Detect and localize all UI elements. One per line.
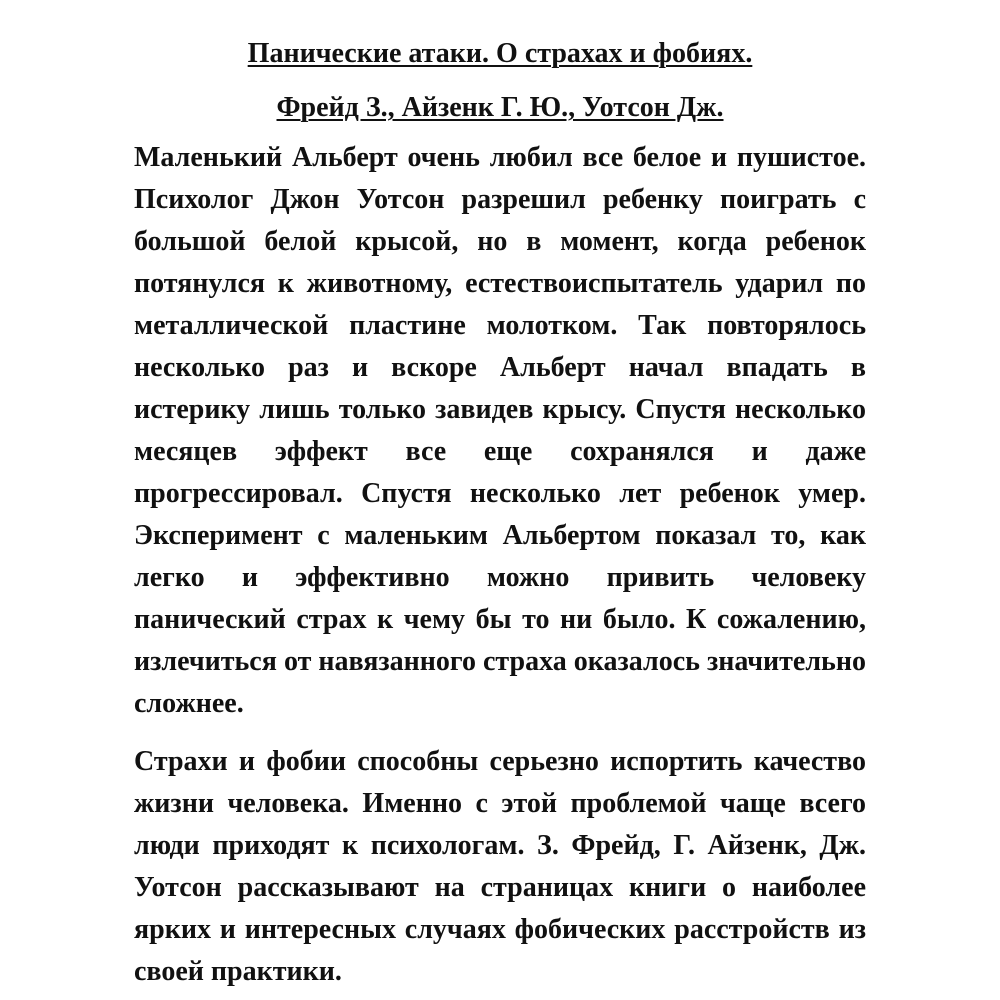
description-paragraph-2: Страхи и фобии способны серьезно испортить качество жизни человека. Именно с этой проблемой чаще всего люди приходят к психологам. З. Фрейд, Г. Айзенк, Дж. Уотсон рассказывают на страницах книги о наиболее ярких и интересных случаях фобических расстройств из своей практики. <box>134 746 866 987</box>
book-title: Панические атаки. О страхах и фобиях. <box>247 38 753 69</box>
description-paragraph-1: Маленький Альберт очень любил все белое и пушистое. Психолог Джон Уотсон разрешил ребенку поиграть с большой белой крысой, но в момент, когда ребенок потянулся к животному, естествоиспытатель ударил по металлической пластине молотком. Так повторялось несколько раз и вскоре Альберт начал впадать в истерику лишь только завидев крысу. Спустя несколько месяцев эффект все еще сохранялся и даже прогрессировал. Спустя несколько лет ребенок умер. Эксперимент с маленьким Альбертом показал то, как легко и эффективно можно привить человеку панический страх к чему бы то ни было. К сожалению, излечиться от навязанного страха оказалось значительно сложнее. <box>134 142 866 719</box>
book-authors: Фрейд З., Айзенк Г. Ю., Уотсон Дж. <box>276 92 724 123</box>
